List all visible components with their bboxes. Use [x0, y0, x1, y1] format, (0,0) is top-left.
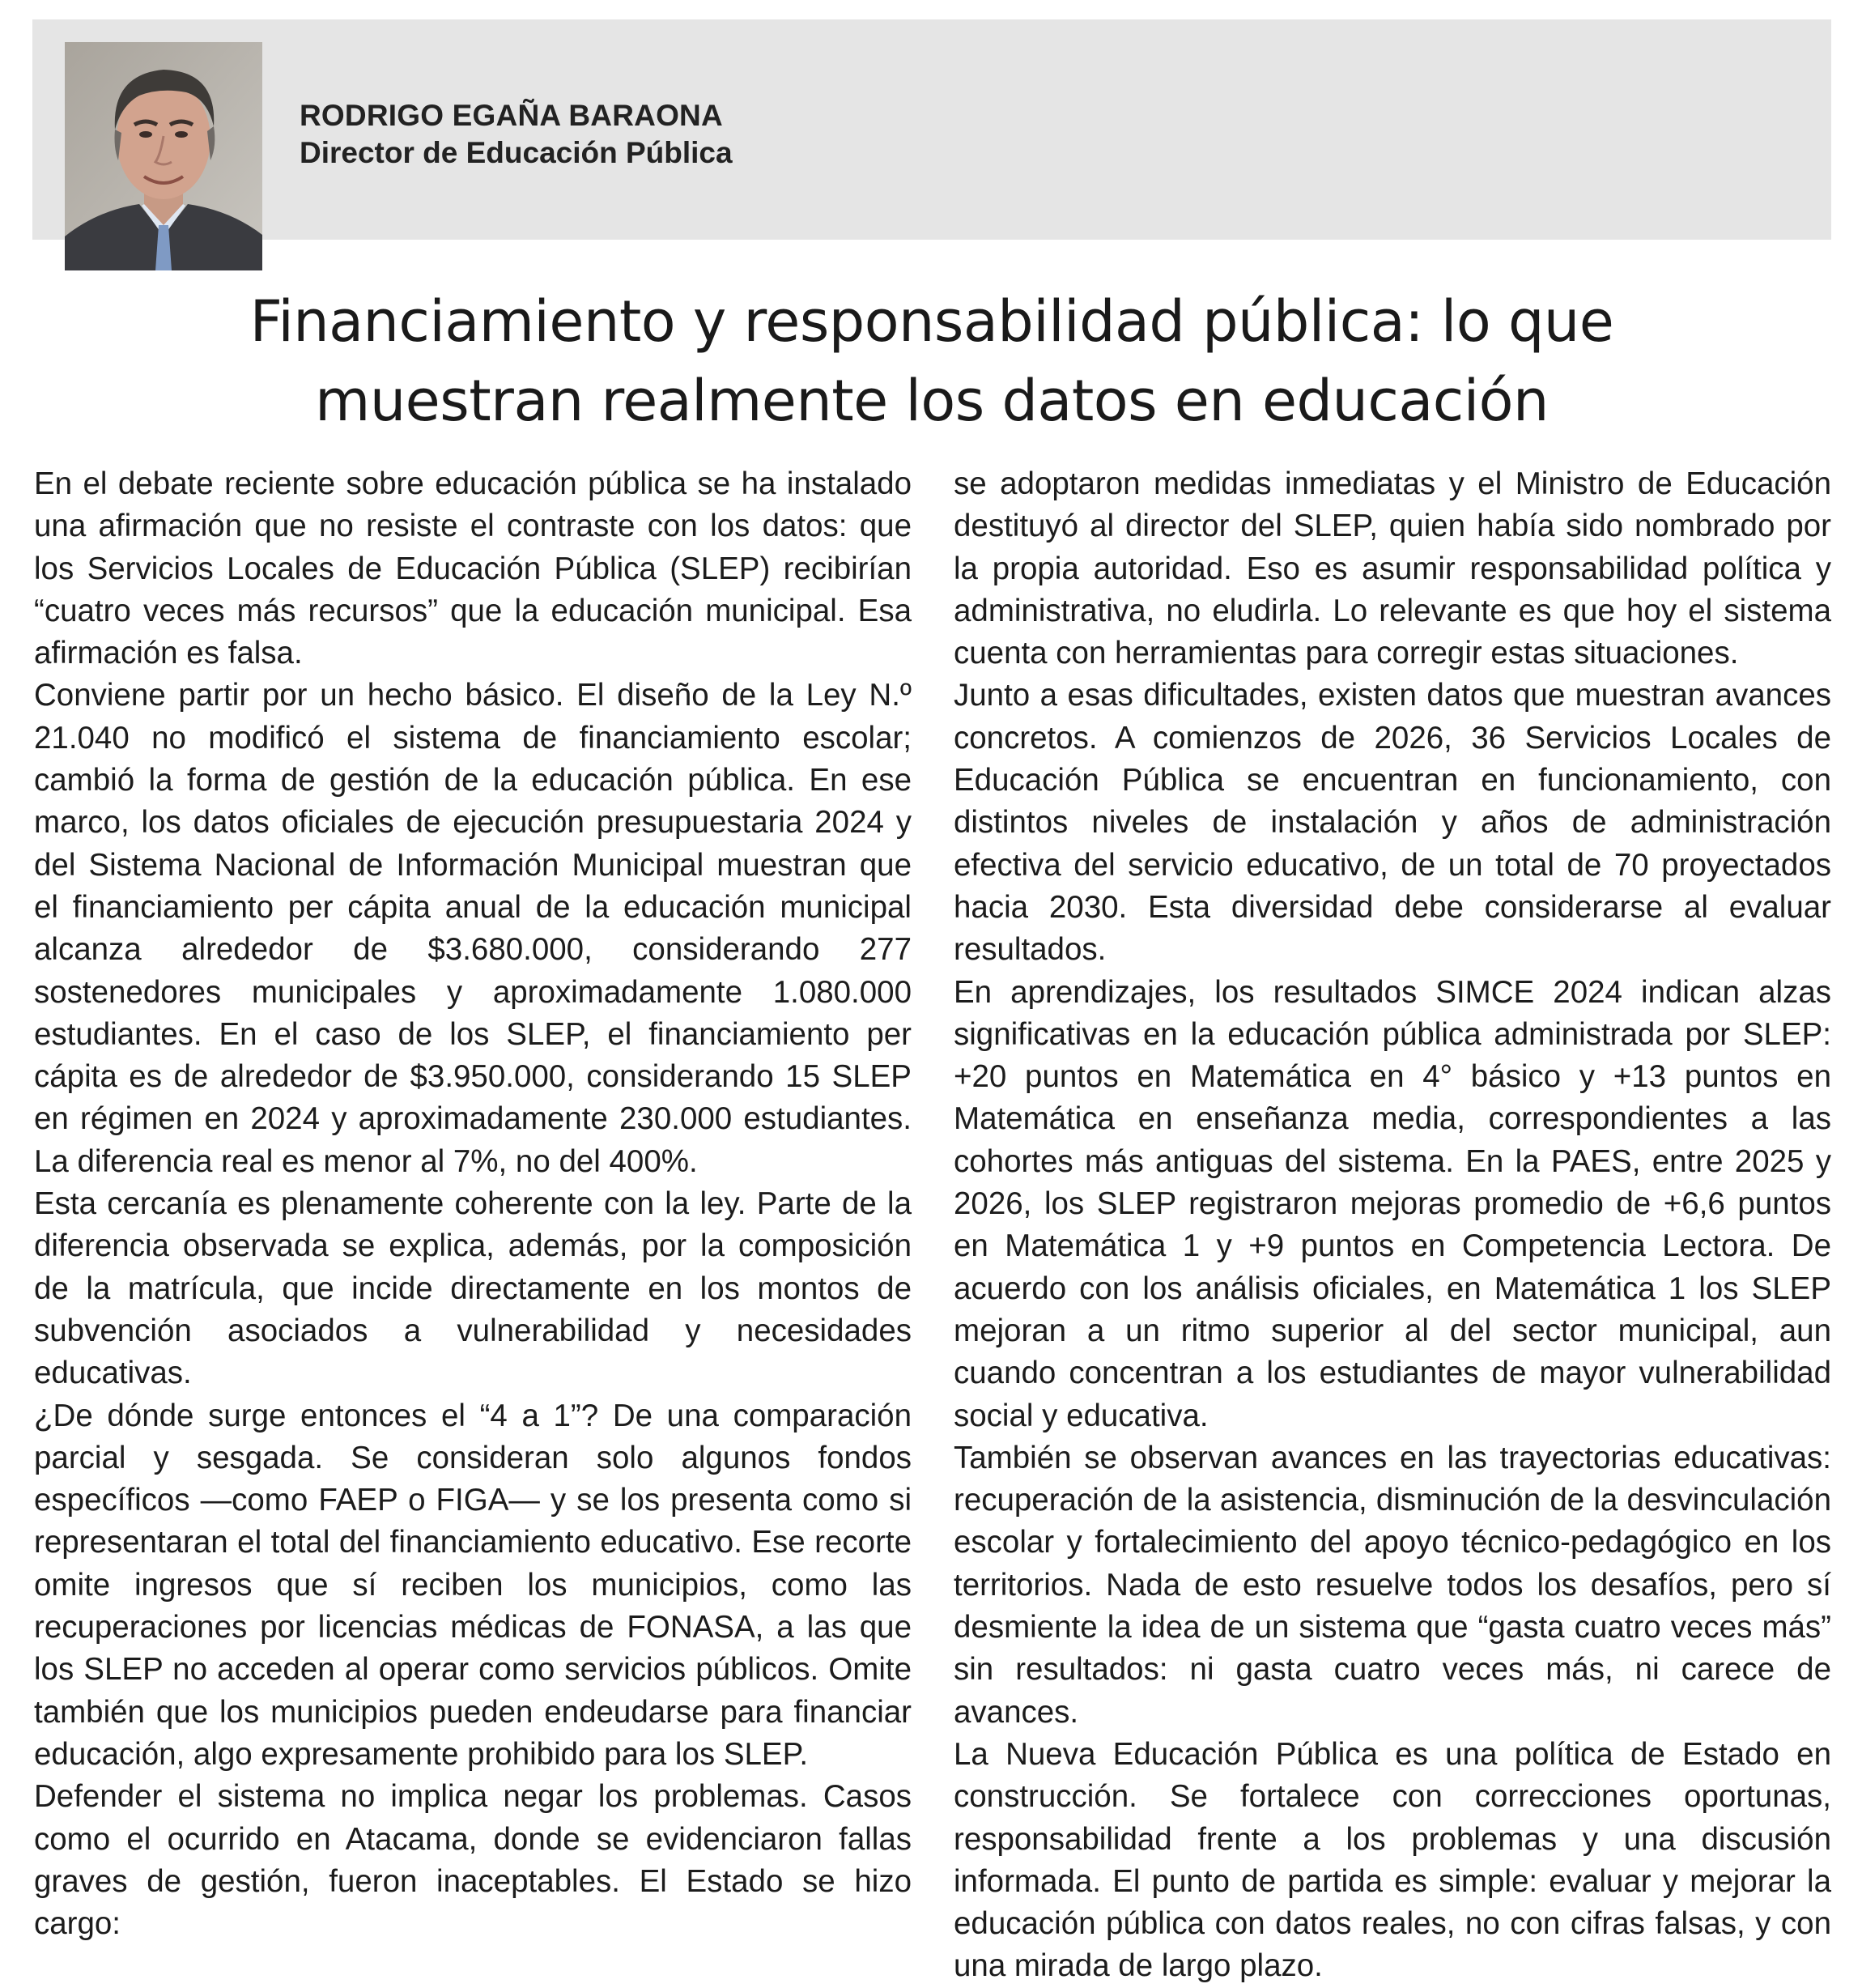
author-name: RODRIGO EGAÑA BARAONA — [300, 99, 723, 132]
article-column-left — [34, 463, 912, 1945]
paragraph: La Nueva Educación Pública es una política de Estado en construcción. Se fortalece con correcciones oportunas, responsabilidad frente a los problemas y una discusión informada. El punto de partida es simple: evaluar y mejorar la educación pública con datos reales, no con cifras falsas, y con una mirada de largo plazo. — [954, 1736, 1831, 1984]
headline — [32, 282, 1831, 441]
paragraph: En el debate reciente sobre educación pública se ha instalado una afirmación que no resiste el contraste con los datos: que los Servicios Locales de Educación Pública (SLEP) recibirían “cuatro veces más recursos” que la educación municipal. Esa afirmación es falsa. — [34, 466, 912, 671]
paragraph: También se observan avances en las trayectorias educativas: recuperación de la asistencia, disminución de la desvinculación escolar y fortalecimiento del apoyo técnico-pedagógico en los territorios. Nada de esto resuelve todos los desafíos, pero sí desmiente la idea de un sistema que “gasta cuatro veces más” sin resultados: ni gasta cuatro veces más, ni carece de avances. — [954, 1440, 1831, 1730]
headline-line-1: Financiamiento y responsabilidad pública: lo que — [249, 288, 1614, 355]
paragraph: ¿De dónde surge entonces el “4 a 1”? De una comparación parcial y sesgada. Se consideran solo algunos fondos específicos —como FAEP o FIGA— y se los presenta como si representaran el total del financiamiento educativo. Ese recorte omite ingresos que sí reciben los municipios, como las recuperaciones por licencias médicas de FONASA, a las que los SLEP no acceden al operar como servicios públicos. Omite también que los municipios pueden endeudarse para financiar educación, algo expresamente prohibido para los SLEP. — [34, 1398, 912, 1772]
article-column-right — [954, 463, 1831, 1988]
paragraph: Conviene partir por un hecho básico. El diseño de la Ley N.º 21.040 no modificó el sistema de financiamiento escolar; cambió la forma de gestión de la educación pública. En ese marco, los datos oficiales de ejecución presupuestaria 2024 y del Sistema Nacional de Información Municipal muestran que el financiamiento per cápita anual de la educación municipal alcanza alrededor de $3.680.000, considerando 277 sostenedores municipales y aproximadamente 1.080.000 estudiantes. En el caso de los SLEP, el financiamiento per cápita es de alrededor de $3.950.000, considerando 15 SLEP en régimen en 2024 y aproximadamente 230.000 estudiantes. La diferencia real es menor al 7%, no del 400%. — [34, 678, 912, 1179]
paragraph: Junto a esas dificultades, existen datos que muestran avances concretos. A comienzos de 2026, 36 Servicios Locales de Educación Pública se encuentran en funcionamiento, con distintos niveles de instalación y años de administración efectiva del servicio educativo, de un total de 70 proyectados hacia 2030. Esta diversidad debe considerarse al evaluar resultados. — [954, 678, 1831, 968]
paragraph: Defender el sistema no implica negar los problemas. Casos como el ocurrido en Atacama, donde se evidenciaron fallas graves de gestión, fueron inaceptables. El Estado se hizo cargo: — [34, 1779, 912, 1942]
paragraph: se adoptaron medidas inmediatas y el Ministro de Educación destituyó al director del SLEP, quien había sido nombrado por la propia autoridad. Eso es asumir responsabilidad política y administrativa, no eludirla. Lo relevante es que hoy el sistema cuenta con herramientas para corregir estas situaciones. — [954, 466, 1831, 671]
author-byline — [300, 97, 733, 172]
paragraph: Esta cercanía es plenamente coherente con la ley. Parte de la diferencia observada se explica, además, por la composición de la matrícula, que incide directamente en los montos de subvención asociados a vulnerabilidad y necesidades educativas. — [34, 1186, 912, 1391]
author-role: Director de Educación Pública — [300, 136, 733, 169]
headline-line-2: muestran realmente los datos en educación — [315, 368, 1549, 434]
paragraph: En aprendizajes, los resultados SIMCE 2024 indican alzas significativas en la educación pública administrada por SLEP: +20 puntos en Matemática en 4° básico y +13 puntos en Matemática en enseñanza media, correspondientes a las cohortes más antiguas del sistema. En la PAES, entre 2025 y 2026, los SLEP registraron mejoras promedio de +6,6 puntos en Matemática 1 y +9 puntos en Competencia Lectora. De acuerdo con los análisis oficiales, en Matemática 1 los SLEP mejoran a un ritmo superior al del sector municipal, aun cuando concentran a los estudiantes de mayor vulnerabilidad social y educativa. — [954, 974, 1831, 1433]
author-portrait — [65, 42, 262, 270]
